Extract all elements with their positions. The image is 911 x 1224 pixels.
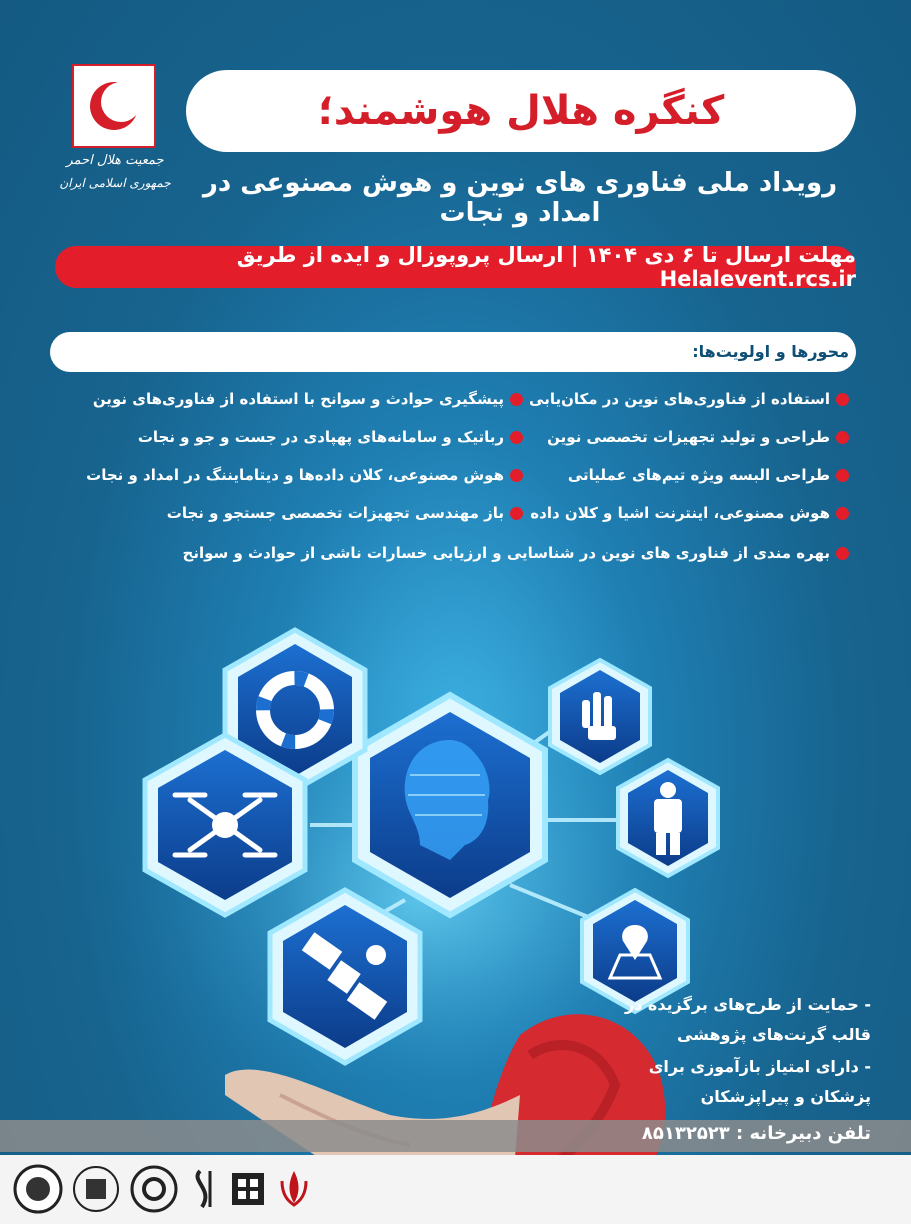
bullet-icon: [510, 469, 523, 482]
axes-title: محورها و اولویت‌ها:: [692, 342, 849, 361]
axis-item-text: رباتیک و سامانه‌های پهپادی در جست و جو و نجات: [137, 428, 504, 446]
science-park-logo-icon: [222, 1163, 274, 1215]
bullet-icon: [836, 507, 849, 520]
axis-item-text: هوش مصنوعی، کلان داده‌ها و دیتامایننگ در امداد و نجات: [86, 466, 504, 484]
logo-caption: [50, 150, 180, 194]
axis-item: [529, 390, 849, 408]
bullet-icon: [510, 507, 523, 520]
axis-item: [167, 504, 523, 522]
axis-item: [138, 428, 523, 446]
sharif-university-logo-icon: [128, 1163, 180, 1215]
logo-caption-line1: جمعیت هلال احمر: [66, 153, 164, 168]
secretariat-phone: تلفن دبیرخانه : ۸۵۱۳۲۵۲۳: [641, 1123, 871, 1144]
crescent-icon: [83, 75, 145, 137]
amirkabir-university-logo-icon: [70, 1163, 122, 1215]
axis-item: [530, 504, 849, 522]
axis-item-text: استفاده از فناوری‌های نوین در مکان‌یابی: [529, 390, 830, 408]
axis-item-text: بهره مندی از فناوری های نوین در شناسایی و ارزیابی خسارات ناشی از حوادث و سوانح: [182, 544, 830, 562]
axis-item-text: پیشگیری حوادث و سوانح با استفاده از فناوری‌های نوین: [92, 390, 504, 408]
title-banner: [186, 70, 856, 152]
benefit-grant: - حمایت از طرح‌های برگزیده در قالب گرنت‌های پژوهشی: [624, 995, 871, 1044]
axis-item-text: باز مهندسی تجهیزات تخصصی جستجو و نجات: [166, 504, 504, 522]
bullet-icon: [836, 469, 849, 482]
bullet-icon: [836, 431, 849, 444]
iran-emblem-icon: [268, 1163, 320, 1215]
page-subtitle: رویداد ملی فناوری های نوین و هوش مصنوعی در امداد و نجات: [202, 168, 838, 228]
red-crescent-logo: [72, 64, 156, 148]
university-seal-icon: [12, 1163, 64, 1215]
axis-item: [568, 466, 849, 484]
bullet-icon: [510, 393, 523, 406]
deadline-text: مهلت ارسال تا ۶ دی ۱۴۰۴ | ارسال پروپوزال و ایده از طریق Helalevent.rcs.ir: [236, 243, 856, 291]
axis-item-text: هوش مصنوعی، اینترنت اشیا و کلان داده: [530, 504, 830, 522]
deadline-banner: [55, 243, 856, 291]
logo-caption-line2: جمهوری اسلامی ایران: [59, 176, 171, 190]
axis-item-text: طراحی و تولید تجهیزات تخصصی نوین: [547, 428, 830, 446]
axis-item: [93, 390, 523, 408]
axis-item: [86, 466, 523, 484]
bullet-icon: [510, 431, 523, 444]
axis-item: [547, 428, 849, 446]
bullet-icon: [836, 393, 849, 406]
page-title: کنگره هلال هوشمند؛: [317, 88, 725, 134]
benefit-cme: - دارای امتیاز بازآموزی برای پزشکان و پیراپزشکان: [648, 1057, 871, 1106]
axis-item: [183, 544, 849, 562]
axis-item-text: طراحی البسه ویژه تیم‌های عملیاتی: [567, 466, 830, 484]
bullet-icon: [836, 547, 849, 560]
protective-suit-icon: [618, 760, 718, 876]
